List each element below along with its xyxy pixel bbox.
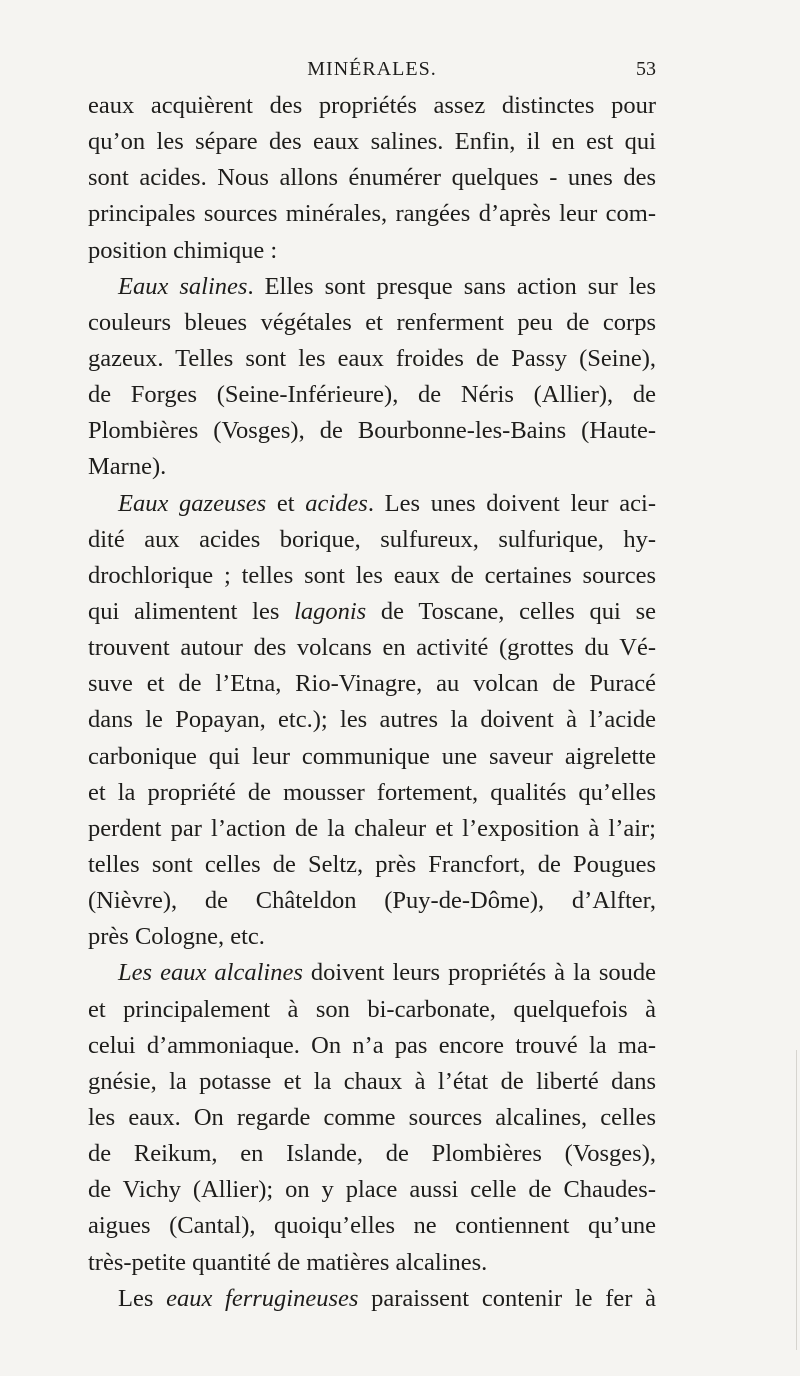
text-line — [88, 558, 656, 594]
text-line — [88, 341, 656, 377]
text-line — [88, 1136, 656, 1172]
text-run: Les — [118, 1284, 167, 1312]
text-run: . Les unes doivent leur aci- — [367, 489, 656, 517]
text-line — [88, 594, 656, 630]
page-edge-line — [796, 1050, 797, 1350]
text-line — [88, 702, 656, 738]
italic-term: lagonis — [294, 597, 367, 625]
text-line — [88, 1245, 656, 1281]
text-run: paraissent contenir le fer à — [358, 1284, 657, 1312]
text-run: de Forges (Seine-Inférieure), de Néris (Allier), de — [88, 381, 656, 409]
text-run: eaux acquièrent des propriétés assez distinctes pour — [88, 92, 656, 119]
text-run: doivent leurs propriétés à la soude — [302, 959, 656, 987]
text-run: (Nièvre), de Châteldon (Puy-de-Dôme), d’Alfter, — [88, 887, 656, 915]
text-line — [88, 919, 656, 955]
italic-term: Eaux gazeuses — [118, 489, 267, 517]
text-line — [88, 992, 656, 1028]
text-run: de Reikum, en Islande, de Plombières (Vosges), — [88, 1140, 656, 1168]
text-run: gnésie, la potasse et la chaux à l’état de liberté dans — [88, 1067, 656, 1095]
page-number: 53 — [636, 58, 656, 80]
text-line — [88, 666, 656, 702]
text-line — [88, 1281, 656, 1317]
text-run: de Vichy (Allier); on y place aussi celle de Chaudes- — [88, 1176, 656, 1204]
text-line — [88, 124, 656, 160]
text-run: et principalement à son bi-carbonate, quelquefois à — [88, 995, 656, 1023]
text-line — [88, 233, 656, 269]
italic-term: Eaux salines — [118, 272, 248, 300]
text-run: et la propriété de mousser fortement, qualités qu’elles — [88, 778, 656, 806]
text-run: très-petite quantité de matières alcalines. — [88, 1248, 488, 1276]
text-line — [88, 196, 656, 232]
text-line — [88, 811, 656, 847]
text-line — [88, 413, 656, 449]
text-run: Marne). — [88, 453, 167, 481]
text-run: couleurs bleues végétales et renferment peu de corps — [88, 308, 656, 336]
text-run: sont acides. Nous allons énumérer quelques - unes des — [88, 164, 656, 192]
text-line — [88, 775, 656, 811]
text-line — [88, 847, 656, 883]
text-run: dans le Popayan, etc.); les autres la doivent à l’acide — [88, 706, 656, 734]
text-line — [88, 1028, 656, 1064]
text-line — [88, 1208, 656, 1244]
text-line — [88, 305, 656, 341]
text-line — [88, 630, 656, 666]
text-run: gazeux. Telles sont les eaux froides de Passy (Seine), — [88, 344, 656, 372]
text-run: suve et de l’Etna, Rio-Vinagre, au volcan de Puracé — [88, 670, 656, 698]
text-run: perdent par l’action de la chaleur et l’exposition à l’air; — [88, 814, 656, 842]
text-run: trouvent autour des volcans en activité (grottes du Vé- — [88, 634, 656, 662]
text-run: drochlorique ; telles sont les eaux de certaines sources — [88, 561, 656, 589]
text-run: qu’on les sépare des eaux salines. Enfin, il en est qui — [88, 128, 656, 156]
text-line — [88, 486, 656, 522]
text-line — [88, 1172, 656, 1208]
italic-term: eaux ferrugineuses — [166, 1284, 359, 1312]
text-run: dité aux acides borique, sulfureux, sulfurique, hy- — [88, 525, 656, 553]
text-run: . Elles sont presque sans action sur les — [247, 272, 656, 300]
page-header — [88, 58, 656, 88]
text-line — [88, 377, 656, 413]
running-head: MINÉRALES. — [307, 58, 437, 80]
text-line — [88, 449, 656, 485]
text-line — [88, 1100, 656, 1136]
text-run: qui alimentent les — [88, 597, 295, 625]
text-run: carbonique qui leur communique une saveur aigrelette — [88, 742, 656, 770]
text-line — [88, 739, 656, 775]
text-run: aigues (Cantal), quoiqu’elles ne contiennent qu’une — [88, 1212, 656, 1240]
text-run: celui d’ammoniaque. On n’a pas encore trouvé la ma- — [88, 1031, 656, 1059]
italic-term: acides — [305, 489, 368, 517]
text-run: et — [266, 489, 306, 517]
text-line — [88, 883, 656, 919]
text-line — [88, 955, 656, 991]
body-text — [88, 88, 656, 1317]
text-line — [88, 269, 656, 305]
italic-term: Les eaux alcalines — [118, 959, 303, 987]
text-run: principales sources minérales, rangées d’après leur com- — [88, 200, 656, 228]
text-run: telles sont celles de Seltz, près Francfort, de Pougues — [88, 850, 656, 878]
text-line — [88, 88, 656, 124]
text-line — [88, 1064, 656, 1100]
text-run: près Cologne, etc. — [88, 923, 265, 951]
text-line — [88, 160, 656, 196]
text-run: les eaux. On regarde comme sources alcalines, celles — [88, 1103, 656, 1131]
text-run: position chimique : — [88, 236, 278, 264]
text-run: de Toscane, celles qui se — [366, 597, 656, 625]
text-line — [88, 522, 656, 558]
text-run: Plombières (Vosges), de Bourbonne-les-Bains (Haute- — [88, 417, 656, 445]
